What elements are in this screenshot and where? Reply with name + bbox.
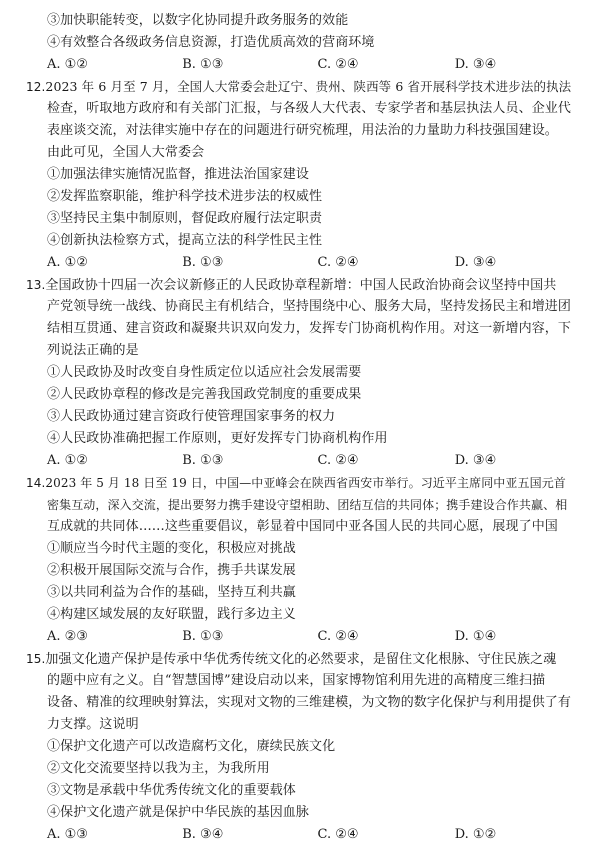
question-13	[26, 274, 574, 472]
choice-b: B. ①③	[182, 453, 224, 468]
answer-choices	[26, 824, 574, 846]
question-stem-line: 的题中应有之义。自“智慧国博”建设启动以来，国家博物馆利用先进的高精度三维扫描	[47, 673, 546, 688]
answer-choices	[26, 450, 574, 472]
question-12	[26, 76, 574, 274]
question-stem-line: 14.2023 年 5 月 18 日至 19 日，中国—中亚峰会在陕西省西安市举行。习近平主席同中亚五国元首	[26, 476, 566, 490]
option: ③以共同利益为合作的基础，坚持互利共赢	[47, 585, 296, 600]
choice-d: D. ③④	[454, 255, 497, 270]
option: ②人民政协章程的修改是完善我国政党制度的重要成果	[47, 387, 362, 402]
option: ②积极开展国际交流与合作，携手共谋发展	[47, 563, 296, 578]
choice-d: D. ③④	[454, 453, 497, 468]
option: ②发挥监察职能，维护科学技术进步法的权威性	[47, 189, 323, 204]
prev-question	[26, 10, 574, 76]
question-stem-line: 互成就的共同体……这些重要倡议，彰显着中国同中亚各国人民的共同心愿，展现了中国	[47, 519, 558, 534]
option: ②文化交流要坚持以我为主，为我所用	[47, 761, 270, 776]
question-number: 14.	[26, 476, 46, 490]
answer-choices	[26, 626, 574, 648]
option: ①人民政协及时改变自身性质定位以适应社会发展需要	[47, 365, 362, 380]
choice-a: A. ①②	[47, 453, 88, 468]
exam-page	[26, 10, 574, 846]
answer-choices	[26, 54, 574, 76]
choice-c: C. ②④	[317, 629, 359, 644]
choice-a: A. ①③	[47, 827, 88, 842]
option: ③文物是承载中华优秀传统文化的重要载体	[47, 783, 296, 798]
choice-b: B. ①③	[182, 57, 224, 72]
option: ①保护文化遗产可以改造腐朽文化，赓续民族文化	[47, 739, 336, 754]
option: ③人民政协通过建言资政行使管理国家事务的权力	[47, 409, 336, 424]
choice-d: D. ③④	[454, 57, 497, 72]
option: ③加快职能转变，以数字化协同提升政务服务的效能	[47, 13, 349, 28]
choice-c: C. ②④	[317, 827, 359, 842]
choice-d: D. ①②	[454, 827, 497, 842]
option: ④构建区域发展的友好联盟，践行多边主义	[47, 607, 296, 622]
answer-choices	[26, 252, 574, 274]
choice-b: B. ①③	[182, 629, 224, 644]
question-stem-line: 密集互动，深入交流，提出要努力携手建设守望相助、团结互信的共同体；携手建设合作共赢、相	[47, 498, 568, 512]
option: ①顺应当今时代主题的变化，积极应对挑战	[47, 541, 296, 556]
question-stem-line: 力支撑。这说明	[47, 717, 139, 732]
choice-c: C. ②④	[317, 453, 359, 468]
choice-a: A. ①②	[47, 255, 88, 270]
choice-c: C. ②④	[317, 57, 359, 72]
choice-c: C. ②④	[317, 255, 359, 270]
question-stem-line: 设备、精准的纹理映射算法，实现对文物的三维建模，为文物的数字化保护与利用提供了有	[47, 695, 572, 710]
option: ④人民政协准确把握工作原则，更好发挥专门协商机构作用	[47, 431, 388, 446]
question-number: 15.	[26, 652, 46, 666]
question-stem-line: 15.加强文化遗产保护是传承中华优秀传统文化的必然要求，是留住文化根脉、守住民族之魂	[26, 652, 557, 667]
question-stem-line: 产党领导统一战线、协商民主有机结合，坚持围绕中心、服务大局，坚持发扬民主和增进团	[47, 299, 572, 314]
choice-d: D. ①④	[454, 629, 497, 644]
option: ④有效整合各级政务信息资源，打造优质高效的营商环境	[47, 35, 375, 50]
choice-b: B. ③④	[182, 827, 224, 842]
question-stem-line: 检查，听取地方政府和有关部门汇报，与各级人大代表、专家学者和基层执法人员、企业代	[47, 101, 572, 116]
question-14	[26, 472, 574, 648]
option: ④保护文化遗产就是保护中华民族的基因血脉	[47, 805, 310, 820]
question-stem-line: 列说法正确的是	[47, 343, 139, 358]
choice-a: A. ①②	[47, 57, 88, 72]
question-number: 12.	[26, 80, 46, 94]
option: ③坚持民主集中制原则，督促政府履行法定职责	[47, 211, 323, 226]
option: ④创新执法检察方式，提高立法的科学性民主性	[47, 233, 323, 248]
question-stem-line: 结相互贯通、建言资政和凝聚共识双向发力，发挥专门协商机构作用。对这一新增内容，下	[47, 321, 572, 336]
question-number: 13.	[26, 278, 46, 292]
question-stem-line: 表座谈交流，对法律实施中存在的问题进行研究梳理，用法治的力量助力科技强国建设。	[47, 123, 558, 138]
question-15	[26, 648, 574, 846]
choice-a: A. ②③	[47, 629, 88, 644]
question-stem-line: 由此可见，全国人大常委会	[47, 145, 205, 160]
question-stem-line: 12.2023 年 6 月至 7 月，全国人大常委会赴辽宁、贵州、陕西等 6 省开展科学技术进步法的执法	[26, 79, 572, 94]
choice-b: B. ①③	[182, 255, 224, 270]
option: ①加强法律实施情况监督，推进法治国家建设	[47, 167, 310, 182]
question-stem-line: 13.全国政协十四届一次会议新修正的人民政协章程新增：中国人民政治协商会议坚持中国共	[26, 278, 557, 293]
